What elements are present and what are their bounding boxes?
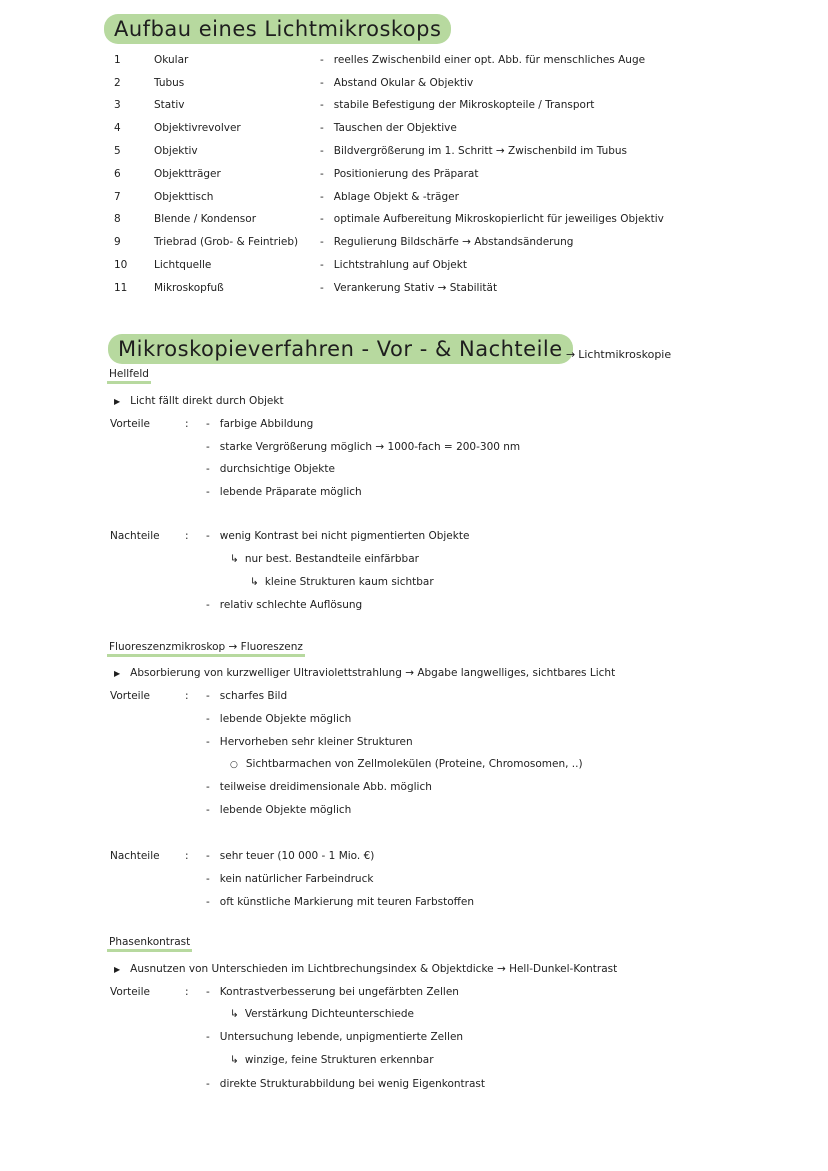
list-subitem (230, 1053, 434, 1067)
arrow-hook-icon: ↳ (250, 576, 259, 588)
item-text: lebende Präparate möglich (219, 486, 362, 498)
item-desc (320, 258, 467, 272)
list-item (206, 440, 520, 454)
dash: - (206, 599, 210, 611)
vorteile-label: Vorteile (110, 690, 150, 702)
colon: : (185, 418, 189, 430)
dash: - (206, 690, 210, 702)
colon: : (185, 850, 189, 862)
item-text: wenig Kontrast bei nicht pigmentierten Objekte (219, 530, 470, 542)
item-text: oft künstliche Markierung mit teuren Farbstoffen (219, 896, 475, 908)
dash: - (206, 986, 210, 998)
list-item (206, 780, 432, 794)
dash: - (206, 713, 210, 725)
item-desc-text: Tauschen der Objektive (333, 122, 457, 134)
item-desc-text: Ablage Objekt & -träger (333, 191, 459, 203)
colon: : (185, 986, 189, 998)
item-desc (320, 167, 479, 181)
list-item (206, 485, 362, 499)
item-desc (320, 190, 459, 204)
fluoreszenz-heading: Fluoreszenzmikroskop → Fluoreszenz (107, 640, 305, 657)
item-part: Objektträger (154, 168, 221, 180)
dash: - (320, 282, 324, 294)
arrow-icon: → (566, 348, 576, 361)
dash: - (206, 781, 210, 793)
list-item (206, 872, 373, 886)
dash: - (320, 99, 324, 111)
item-num: 4 (114, 122, 121, 134)
list-item (206, 689, 287, 703)
item-num: 9 (114, 236, 121, 248)
item-desc-text: Abstand Okular & Objektiv (333, 77, 474, 89)
item-text: scharfes Bild (219, 690, 288, 702)
item-desc-text: optimale Aufbereitung Mikroskopierlicht für jeweiliges Objektiv (333, 213, 664, 225)
item-text: Verstärkung Dichteunterschiede (244, 1008, 414, 1020)
item-desc-text: Lichtstrahlung auf Objekt (333, 259, 467, 271)
list-item (206, 462, 335, 476)
nachteile-label: Nachteile (110, 530, 160, 542)
item-desc-text: Positionierung des Präparat (333, 168, 479, 180)
item-text: relativ schlechte Auflösung (219, 599, 363, 611)
fluoreszenz-summary (114, 666, 615, 681)
dash: - (206, 896, 210, 908)
dash: - (320, 77, 324, 89)
colon: : (185, 690, 189, 702)
item-num: 7 (114, 191, 121, 203)
item-num: 10 (114, 259, 128, 271)
arrow-hook-icon: ↳ (230, 553, 239, 565)
dash: - (206, 530, 210, 542)
list-item (206, 803, 351, 817)
hellfeld-heading: Hellfeld (107, 367, 151, 384)
item-desc (320, 212, 664, 226)
list-subitem (230, 757, 583, 772)
triangle-bullet-icon: ▶ (114, 397, 121, 406)
circle-bullet-icon: ○ (230, 760, 238, 770)
item-part: Triebrad (Grob- & Feintrieb) (154, 236, 299, 248)
item-part: Objektiv (154, 145, 198, 157)
item-text: kleine Strukturen kaum sichtbar (264, 576, 434, 588)
dash: - (206, 486, 210, 498)
item-text: durchsichtige Objekte (219, 463, 335, 475)
list-item (206, 1030, 463, 1044)
item-desc-text: reelles Zwischenbild einer opt. Abb. für menschliches Auge (333, 54, 646, 66)
dash: - (320, 213, 324, 225)
item-text: direkte Strukturabbildung bei wenig Eigenkontrast (219, 1078, 485, 1090)
phasenkontrast-summary (114, 962, 617, 977)
list-item (206, 417, 313, 431)
item-desc-text: Regulierung Bildschärfe → Abstandsänderung (333, 236, 574, 248)
summary-text: Licht fällt direkt durch Objekt (130, 395, 284, 407)
item-desc (320, 235, 573, 249)
dash: - (206, 1031, 210, 1043)
item-text: lebende Objekte möglich (219, 713, 352, 725)
item-text: Hervorheben sehr kleiner Strukturen (219, 736, 413, 748)
section1-title: Aufbau eines Lichtmikroskops (104, 14, 451, 44)
item-num: 1 (114, 54, 121, 66)
dash: - (320, 236, 324, 248)
dash: - (320, 191, 324, 203)
dash: - (206, 850, 210, 862)
item-desc-text: Verankerung Stativ → Stabilität (333, 282, 498, 294)
colon: : (185, 530, 189, 542)
item-part: Tubus (154, 77, 185, 89)
list-item (206, 735, 413, 749)
item-num: 2 (114, 77, 121, 89)
dash: - (206, 441, 210, 453)
item-desc (320, 98, 594, 112)
item-desc-text: stabile Befestigung der Mikroskopteile / Transport (333, 99, 595, 111)
list-item (206, 895, 474, 909)
section2-title: Mikroskopieverfahren - Vor - & Nachteile (108, 334, 573, 364)
item-text: kein natürlicher Farbeindruck (219, 873, 374, 885)
item-text: winzige, feine Strukturen erkennbar (244, 1054, 434, 1066)
item-text: nur best. Bestandteile einfärbbar (244, 553, 419, 565)
triangle-bullet-icon: ▶ (114, 965, 121, 974)
item-text: starke Vergrößerung möglich → 1000-fach = 200-300 nm (219, 441, 521, 453)
item-text: Kontrastverbesserung bei ungefärbten Zellen (219, 986, 459, 998)
item-desc (320, 121, 457, 135)
item-desc-text: Bildvergrößerung im 1. Schritt → Zwischenbild im Tubus (333, 145, 628, 157)
dash: - (206, 418, 210, 430)
item-num: 5 (114, 145, 121, 157)
dash: - (206, 1078, 210, 1090)
item-part: Okular (154, 54, 189, 66)
vorteile-label: Vorteile (110, 986, 150, 998)
dash: - (206, 804, 210, 816)
list-item (206, 712, 351, 726)
dash: - (320, 259, 324, 271)
list-item (206, 529, 469, 543)
item-text: sehr teuer (10 000 - 1 Mio. €) (219, 850, 375, 862)
dash: - (320, 145, 324, 157)
summary-text: Ausnutzen von Unterschieden im Lichtbrechungsindex & Objektdicke → Hell-Dunkel-Kontrast (130, 963, 618, 975)
side-note (566, 348, 671, 361)
dash: - (320, 168, 324, 180)
item-text: teilweise dreidimensionale Abb. möglich (219, 781, 432, 793)
list-item (206, 985, 459, 999)
vorteile-label: Vorteile (110, 418, 150, 430)
nachteile-label: Nachteile (110, 850, 160, 862)
item-part: Lichtquelle (154, 259, 212, 271)
hellfeld-summary (114, 394, 284, 409)
item-text: lebende Objekte möglich (219, 804, 352, 816)
dash: - (320, 122, 324, 134)
dash: - (206, 736, 210, 748)
triangle-bullet-icon: ▶ (114, 669, 121, 678)
item-part: Mikroskopfuß (154, 282, 224, 294)
item-text: Untersuchung lebende, unpigmentierte Zellen (219, 1031, 464, 1043)
side-note-text: Lichtmikroskopie (578, 348, 672, 361)
list-subitem (230, 1007, 414, 1021)
arrow-hook-icon: ↳ (230, 1008, 239, 1020)
list-subitem (250, 575, 434, 589)
item-part: Objektivrevolver (154, 122, 241, 134)
item-num: 11 (114, 282, 128, 294)
item-part: Blende / Kondensor (154, 213, 257, 225)
list-item (206, 598, 362, 612)
item-desc (320, 144, 627, 158)
list-item (206, 1077, 485, 1091)
item-num: 8 (114, 213, 121, 225)
item-desc (320, 76, 473, 90)
item-desc (320, 53, 645, 67)
dash: - (320, 54, 324, 66)
item-text: Sichtbarmachen von Zellmolekülen (Proteine, Chromosomen, ..) (245, 758, 583, 770)
list-subitem (230, 552, 419, 566)
item-part: Objekttisch (154, 191, 214, 203)
item-text: farbige Abbildung (219, 418, 314, 430)
item-num: 3 (114, 99, 121, 111)
list-item (206, 849, 374, 863)
item-desc (320, 281, 497, 295)
phasenkontrast-heading: Phasenkontrast (107, 935, 192, 952)
item-part: Stativ (154, 99, 185, 111)
summary-text: Absorbierung von kurzwelliger Ultraviolettstrahlung → Abgabe langwelliges, sichtbares Licht (130, 667, 616, 679)
dash: - (206, 873, 210, 885)
dash: - (206, 463, 210, 475)
arrow-hook-icon: ↳ (230, 1054, 239, 1066)
item-num: 6 (114, 168, 121, 180)
